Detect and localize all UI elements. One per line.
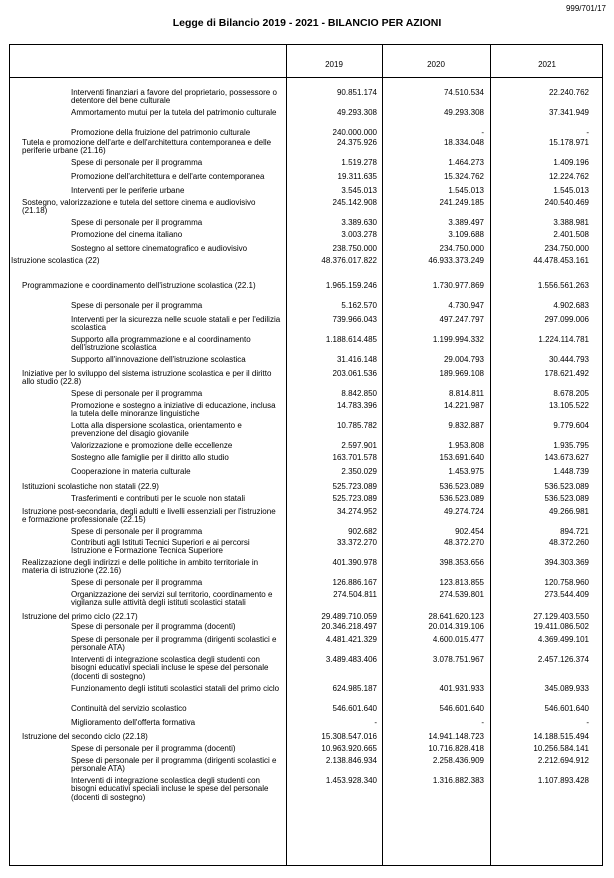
value-2019: 48.376.017.822 — [321, 256, 377, 265]
value-2021: 30.444.793 — [548, 355, 589, 364]
value-2019: 525.723.089 — [332, 482, 377, 491]
header-2021: 2021 — [538, 60, 556, 69]
value-2020: 234.750.000 — [439, 244, 484, 253]
value-2020: 123.813.855 — [439, 578, 484, 587]
value-2020: 1.730.977.869 — [432, 281, 484, 290]
value-2021: 4.369.499.101 — [537, 635, 589, 644]
row-label: Istruzione del primo ciclo (22.17) — [22, 612, 138, 621]
row-label: Miglioramento dell'offerta formativa — [71, 718, 196, 727]
value-2021: 273.544.409 — [544, 590, 589, 599]
value-2021: 2.401.508 — [553, 230, 589, 239]
value-2019: 2.350.029 — [341, 467, 377, 476]
row-label: Istruzione scolastica (22) — [11, 256, 100, 265]
value-2021: 19.411.086.502 — [533, 622, 589, 631]
row-label: Interventi per la sicurezza nelle scuole statali e per l'edilizia scolastica — [71, 315, 281, 333]
value-2019: 31.416.148 — [336, 355, 377, 364]
table-row — [10, 159, 602, 173]
value-2019: 245.142.908 — [332, 198, 377, 207]
value-2021: 536.523.089 — [544, 494, 589, 503]
table-row — [10, 316, 602, 336]
value-2019: 1.519.278 — [341, 158, 377, 167]
value-2019: 2.597.901 — [341, 441, 377, 450]
header-divider — [10, 77, 602, 78]
value-2021: 1.935.795 — [553, 441, 589, 450]
table-row — [10, 757, 602, 777]
value-2020: 18.334.048 — [443, 138, 484, 147]
value-2019: 34.274.952 — [336, 507, 377, 516]
value-2020: 8.814.811 — [449, 389, 484, 398]
value-2021: 1.409.196 — [553, 158, 589, 167]
value-2019: 5.162.570 — [341, 301, 377, 310]
table-row — [10, 139, 602, 159]
value-2021: 143.673.627 — [544, 453, 589, 462]
table-row — [10, 719, 602, 733]
row-label: Sostegno, valorizzazione e tutela del settore cinema e audiovisivo (21.18) — [22, 198, 256, 216]
value-2020: 3.078.751.967 — [432, 655, 484, 664]
row-label: Interventi di integrazione scolastica degli studenti con bisogni educativi speciali incluse le spese del personale (docenti di sostegno) — [71, 776, 269, 802]
header-2020: 2020 — [427, 60, 445, 69]
value-2020: 189.969.108 — [439, 369, 484, 378]
value-2020: 1.199.994.332 — [432, 335, 484, 344]
value-2021: 1.545.013 — [553, 186, 589, 195]
value-2021: 2.457.126.374 — [537, 655, 589, 664]
row-label: Realizzazione degli indirizzi e delle politiche in ambito territoriale in materia di istruzione (22.16) — [22, 558, 259, 576]
value-2020: 74.510.534 — [443, 88, 484, 97]
value-2019: 3.545.013 — [341, 186, 377, 195]
row-label: Iniziative per lo sviluppo del sistema istruzione scolastica e per il diritto allo studio (22.8) — [22, 369, 272, 387]
row-label: Promozione della fruizione del patrimonio culturale — [71, 128, 251, 137]
row-label: Sostegno alle famiglie per il diritto allo studio — [71, 453, 229, 462]
value-2020: 15.324.762 — [443, 172, 484, 181]
row-label: Lotta alla dispersione scolastica, orientamento e prevenzione del disagio giovanile — [71, 421, 242, 439]
row-label: Spese di personale per il programma — [71, 301, 203, 310]
value-2019: 238.750.000 — [332, 244, 377, 253]
row-label: Istituzioni scolastiche non statali (22.9) — [22, 482, 159, 491]
value-2021: 48.372.260 — [548, 538, 589, 547]
row-label: Programmazione e coordinamento dell'istruzione scolastica (22.1) — [22, 281, 256, 290]
value-2020: 49.274.724 — [443, 507, 484, 516]
value-2019: 624.985.187 — [332, 684, 377, 693]
row-label: Contributi agli Istituti Tecnici Superiori e ai percorsi Istruzione e Formazione Tecnica Superiore — [71, 538, 250, 556]
table-row — [10, 89, 602, 109]
value-2020: 14.941.148.723 — [428, 732, 484, 741]
value-2021: 22.240.762 — [548, 88, 589, 97]
row-label: Spese di personale per il programma — [71, 527, 203, 536]
row-label: Spese di personale per il programma (dirigenti scolastici e personale ATA) — [71, 756, 277, 774]
value-2019: 240.000.000 — [332, 128, 377, 137]
row-label: Tutela e promozione dell'arte e dell'architettura contemporanea e delle periferie urbane (21.16) — [22, 138, 272, 156]
value-2021: 49.266.981 — [548, 507, 589, 516]
value-2019: 33.372.270 — [336, 538, 377, 547]
table-row — [10, 685, 602, 705]
table-row — [10, 231, 602, 245]
value-2019: 90.851.174 — [336, 88, 377, 97]
table-row — [10, 656, 602, 685]
value-2020: 546.601.640 — [439, 704, 484, 713]
value-2019: 2.138.846.934 — [325, 756, 377, 765]
table-body — [10, 89, 602, 807]
value-2019: 163.701.578 — [332, 453, 377, 462]
value-2021: 1.224.114.781 — [538, 335, 589, 344]
value-2019: 126.886.167 — [332, 578, 377, 587]
table-row — [10, 559, 602, 579]
table-row — [10, 282, 602, 302]
table-row — [10, 539, 602, 559]
table-row — [10, 508, 602, 528]
value-2019: 1.965.159.246 — [325, 281, 377, 290]
value-2019: 20.346.218.497 — [321, 622, 377, 631]
value-2020: 536.523.089 — [439, 482, 484, 491]
value-2020: 9.832.887 — [448, 421, 484, 430]
value-2019: 49.293.308 — [336, 108, 377, 117]
table-row — [10, 302, 602, 316]
value-2019: 3.389.630 — [341, 218, 377, 227]
value-2021: 1.556.561.263 — [537, 281, 589, 290]
value-2021: 1.448.739 — [553, 467, 589, 476]
value-2021: 10.256.584.141 — [533, 744, 589, 753]
table-row — [10, 173, 602, 187]
row-label: Istruzione del secondo ciclo (22.18) — [22, 732, 148, 741]
value-2021: 546.601.640 — [544, 704, 589, 713]
value-2021: 297.099.006 — [544, 315, 589, 324]
row-label: Sostegno al settore cinematografico e audiovisivo — [71, 244, 248, 253]
row-label: Continuità del servizio scolastico — [71, 704, 187, 713]
value-2020: 14.221.987 — [443, 401, 484, 410]
value-2020: - — [481, 718, 484, 727]
row-label: Organizzazione dei servizi sul territorio, coordinamento e vigilanza sulle attività degli istituti scolastici statali — [71, 590, 273, 608]
value-2020: 46.933.373.249 — [428, 256, 484, 265]
value-2020: 20.014.319.106 — [428, 622, 484, 631]
value-2021: 12.224.762 — [548, 172, 589, 181]
value-2019: 29.489.710.059 — [321, 612, 377, 621]
row-label: Spese di personale per il programma — [71, 389, 203, 398]
value-2019: 19.311.635 — [337, 172, 377, 181]
value-2021: 1.107.893.428 — [537, 776, 589, 785]
value-2019: 203.061.536 — [332, 369, 377, 378]
value-2020: 241.249.185 — [439, 198, 484, 207]
table-row — [10, 422, 602, 442]
value-2021: - — [586, 128, 589, 137]
table-row — [10, 468, 602, 483]
value-2020: 497.247.797 — [439, 315, 484, 324]
value-2020: 1.545.013 — [448, 186, 484, 195]
value-2020: 29.004.793 — [443, 355, 484, 364]
value-2020: 1.316.882.383 — [432, 776, 484, 785]
row-label: Interventi finanziari a favore del proprietario, possessore o detentore del bene culturale — [71, 88, 277, 106]
row-label: Spese di personale per il programma — [71, 578, 203, 587]
table-row — [10, 591, 602, 613]
value-2020: 4.730.947 — [448, 301, 484, 310]
value-2020: 398.353.656 — [439, 558, 484, 567]
table-row — [10, 199, 602, 219]
page-code: 999/701/17 — [565, 4, 606, 13]
value-2020: 1.464.273 — [448, 158, 484, 167]
value-2020: 28.641.620.123 — [428, 612, 484, 621]
row-label: Spese di personale per il programma (docenti) — [71, 744, 236, 753]
value-2019: 15.308.547.016 — [321, 732, 377, 741]
value-2020: 536.523.089 — [439, 494, 484, 503]
budget-table — [9, 44, 603, 866]
value-2020: 153.691.640 — [439, 453, 484, 462]
table-row — [10, 705, 602, 719]
value-2019: 10.785.782 — [336, 421, 377, 430]
value-2020: 274.539.801 — [439, 590, 484, 599]
row-label: Promozione dell'architettura e dell'arte contemporanea — [71, 172, 265, 181]
value-2019: 546.601.640 — [332, 704, 377, 713]
value-2020: 10.716.828.418 — [428, 744, 484, 753]
value-2019: - — [374, 718, 377, 727]
row-label: Trasferimenti e contributi per le scuole non statali — [71, 494, 246, 503]
row-label: Ammortamento mutui per la tutela del patrimonio culturale — [71, 108, 277, 117]
value-2020: - — [481, 128, 484, 137]
row-label: Spese di personale per il programma (docenti) — [71, 622, 236, 631]
value-2020: 1.453.975 — [448, 467, 484, 476]
value-2021: 44.478.453.161 — [533, 256, 589, 265]
value-2021: 894.721 — [560, 527, 589, 536]
value-2021: 37.341.949 — [548, 108, 589, 117]
value-2019: 10.963.920.665 — [321, 744, 377, 753]
table-row — [10, 636, 602, 656]
value-2021: 536.523.089 — [544, 482, 589, 491]
row-label: Interventi di integrazione scolastica degli studenti con bisogni educativi speciali incluse le spese del personale (docenti di sostegno) — [71, 655, 269, 681]
value-2019: 739.966.043 — [332, 315, 377, 324]
table-row — [10, 109, 602, 129]
value-2021: 345.089.933 — [544, 684, 589, 693]
row-label: Promozione del cinema italiano — [71, 230, 183, 239]
value-2021: 15.178.971 — [548, 138, 589, 147]
row-label: Funzionamento degli istituti scolastici statali del primo ciclo — [71, 684, 280, 693]
table-row — [10, 454, 602, 468]
value-2019: 4.481.421.329 — [325, 635, 377, 644]
value-2021: 2.212.694.912 — [537, 756, 589, 765]
value-2020: 902.454 — [455, 527, 484, 536]
table-row — [10, 370, 602, 390]
value-2020: 2.258.436.909 — [432, 756, 484, 765]
value-2019: 274.504.811 — [333, 590, 377, 599]
value-2020: 48.372.270 — [443, 538, 484, 547]
value-2019: 14.783.396 — [336, 401, 377, 410]
value-2020: 3.389.497 — [448, 218, 484, 227]
table-row — [10, 257, 602, 282]
value-2021: 4.902.683 — [553, 301, 589, 310]
value-2019: 525.723.089 — [332, 494, 377, 503]
value-2019: 902.682 — [348, 527, 377, 536]
value-2021: 394.303.369 — [544, 558, 589, 567]
row-label: Valorizzazione e promozione delle eccellenze — [71, 441, 233, 450]
value-2019: 3.003.278 — [341, 230, 377, 239]
row-label: Supporto alla programmazione e al coordinamento dell'istruzione scolastica — [71, 335, 251, 353]
row-label: Spese di personale per il programma (dirigenti scolastici e personale ATA) — [71, 635, 277, 653]
row-label: Spese di personale per il programma — [71, 218, 203, 227]
value-2019: 401.390.978 — [332, 558, 377, 567]
table-row — [10, 402, 602, 422]
value-2021: 120.758.960 — [544, 578, 589, 587]
value-2021: 8.678.205 — [553, 389, 589, 398]
value-2020: 49.293.308 — [443, 108, 484, 117]
value-2019: 8.842.850 — [341, 389, 377, 398]
header-2019: 2019 — [325, 60, 343, 69]
table-row — [10, 336, 602, 356]
table-row — [10, 356, 602, 370]
page-title: Legge di Bilancio 2019 - 2021 - BILANCIO PER AZIONI — [172, 17, 442, 29]
row-label: Istruzione post-secondaria, degli adulti e livelli essenziali per l'istruzione e formazione professionale (22.15) — [22, 507, 276, 525]
row-label: Promozione e sostegno a iniziative di educazione, inclusa la tutela delle minoranze linguistiche — [71, 401, 276, 419]
value-2020: 1.953.808 — [448, 441, 484, 450]
table-row — [10, 777, 602, 807]
value-2019: 3.489.483.406 — [325, 655, 377, 664]
value-2021: 178.621.492 — [544, 369, 589, 378]
value-2021: 14.188.515.494 — [533, 732, 589, 741]
value-2021: 234.750.000 — [544, 244, 589, 253]
value-2020: 401.931.933 — [439, 684, 484, 693]
value-2019: 24.375.926 — [336, 138, 377, 147]
value-2020: 3.109.688 — [448, 230, 484, 239]
value-2020: 4.600.015.477 — [432, 635, 484, 644]
value-2021: 27.129.403.550 — [533, 612, 589, 621]
value-2019: 1.453.928.340 — [325, 776, 377, 785]
value-2021: 13.105.522 — [548, 401, 589, 410]
value-2021: 240.540.469 — [544, 198, 589, 207]
value-2021: 3.388.981 — [553, 218, 589, 227]
value-2019: 1.188.614.485 — [325, 335, 377, 344]
value-2021: - — [586, 718, 589, 727]
row-label: Supporto all'innovazione dell'istruzione scolastica — [71, 355, 246, 364]
row-label: Cooperazione in materia culturale — [71, 467, 191, 476]
value-2021: 9.779.604 — [553, 421, 589, 430]
row-label: Interventi per le periferie urbane — [71, 186, 185, 195]
row-label: Spese di personale per il programma — [71, 158, 203, 167]
